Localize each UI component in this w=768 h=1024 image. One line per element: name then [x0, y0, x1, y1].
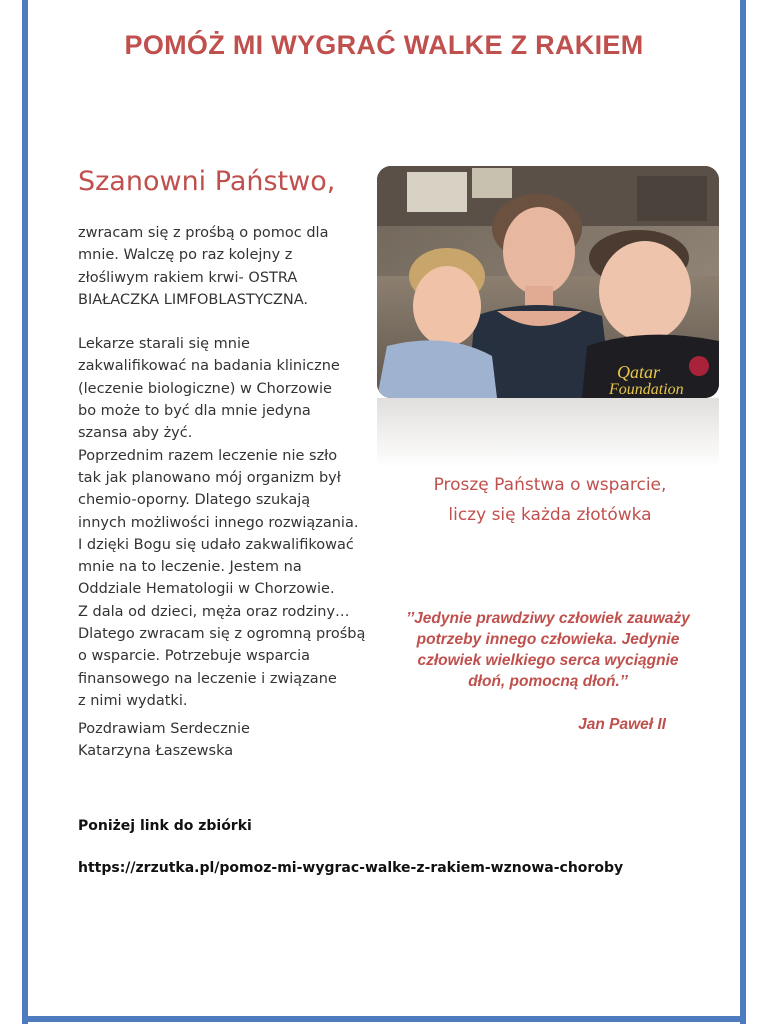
- club-crest-icon: [689, 356, 709, 376]
- fundraiser-link-label: Poniżej link do zbiórki: [78, 818, 252, 834]
- page-border-right: [740, 0, 746, 1024]
- letter-signoff: [78, 718, 378, 762]
- letter-greeting: Szanowni Państwo,: [78, 166, 336, 197]
- photo-reflection: [377, 398, 719, 468]
- letter-body: [78, 222, 388, 712]
- support-line-2: liczy się każda złotówka: [448, 505, 652, 525]
- support-message: [400, 470, 700, 530]
- page-title: POMÓŻ MI WYGRAĆ WALKE Z RAKIEM: [124, 30, 644, 60]
- signoff-name: Katarzyna Łaszewska: [78, 743, 234, 759]
- fundraiser-link[interactable]: https://zrzutka.pl/pomoz-mi-wygrac-walke-z-rakiem-wznowa-choroby: [78, 860, 624, 876]
- page-border-left: [22, 0, 28, 1024]
- support-line-1: Proszę Państwa o wsparcie,: [433, 475, 667, 495]
- quote-author: Jan Paweł II: [578, 716, 666, 733]
- family-photo: [377, 166, 719, 398]
- quote-text: ’’Jedynie prawdziwy człowiek zauważy potrzeby innego człowieka. Jedynie człowiek wielkiego serca wyciągnie dłoń, pomocną dłoń.’’: [406, 610, 690, 690]
- letter-paragraph-2: Lekarze starali się mnie zakwalifikować na badania kliniczne (leczenie biologiczne) w Chorzowie bo może to być dla mnie jedyna szansa aby żyć. Poprzednim razem leczenie nie szło tak jak planowano mój organizm był chemio-oporny. Dlatego szukają innych możliwości innego rozwiązania. I dzięki Bogu się udało zakwalifikować mnie na to leczenie. Jestem na Oddziale Hematologii w Chorzowie. Z dala od dzieci, męża oraz rodziny… Dlatego zwracam się z ogromną prośbą o wsparcie. Potrzebuje wsparcia finansowego na leczenie i związane z nimi wydatki.: [78, 336, 366, 709]
- page-border-bottom: [22, 1016, 746, 1022]
- shirt-text-1: Qatar: [617, 362, 661, 382]
- shirt-text-2: Foundation: [609, 381, 684, 398]
- signoff-greeting: Pozdrawiam Serdecznie: [78, 721, 250, 737]
- letter-paragraph-1: zwracam się z prośbą o pomoc dla mnie. Walczę po raz kolejny z złośliwym rakiem krwi- OSTRA BIAŁACZKA LIMFOBLASTYCZNA.: [78, 225, 329, 308]
